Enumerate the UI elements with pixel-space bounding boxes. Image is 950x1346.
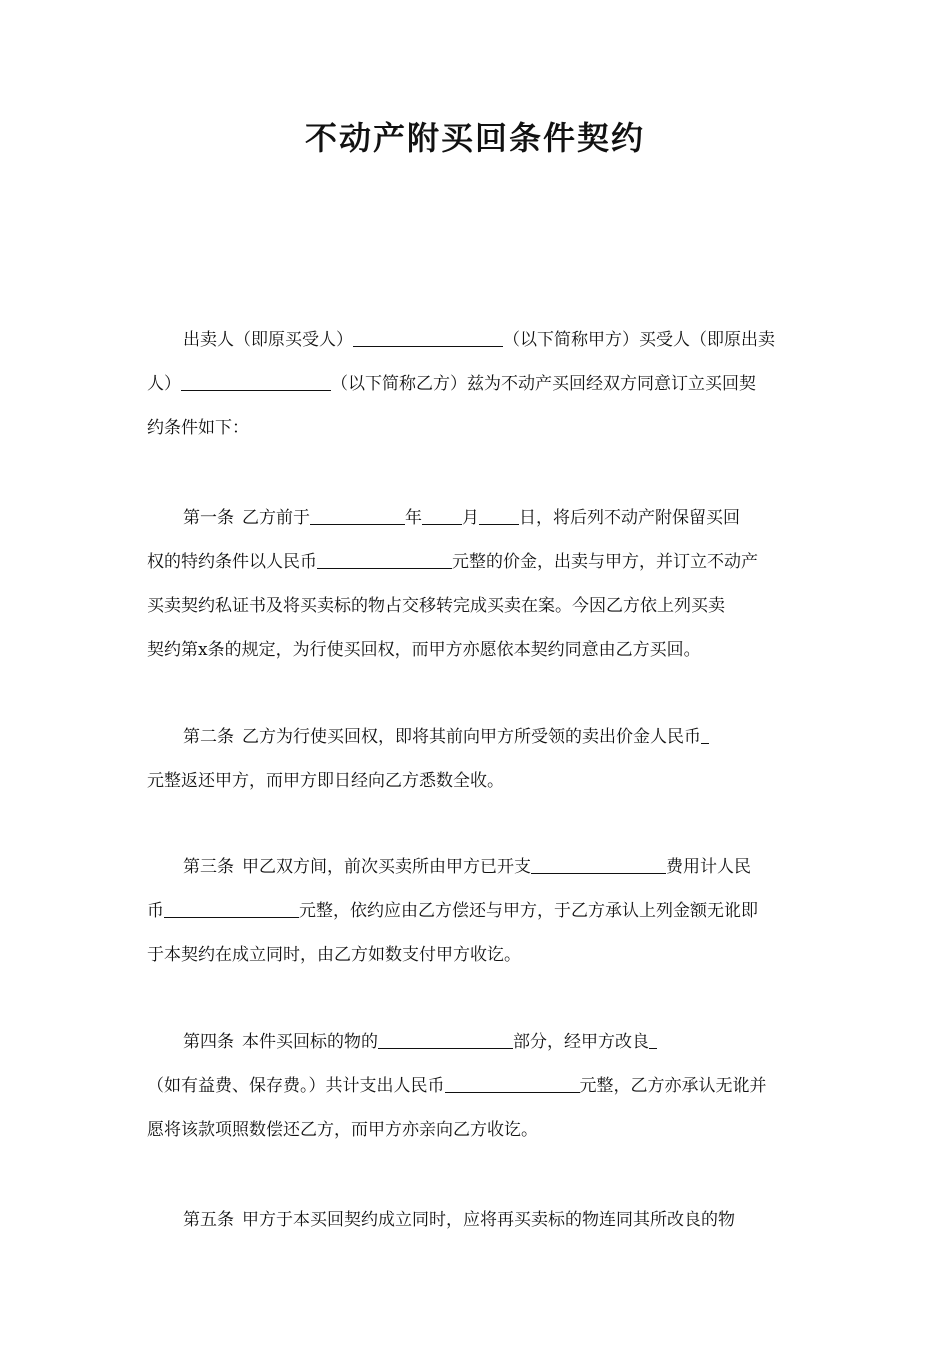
text-line	[147, 540, 807, 584]
article-text: 甲方于本买回契约成立同时，应将再买卖标的物连同其所改良的物	[242, 1210, 735, 1230]
text-line	[147, 845, 807, 889]
article-text: 部分，经甲方改良	[513, 1032, 649, 1052]
article-4	[147, 1020, 807, 1152]
article-text: 元整返还甲方，而甲方即日经向乙方悉数全收。	[147, 771, 504, 791]
price-blank[interactable]	[317, 548, 452, 569]
text-line	[147, 628, 807, 672]
day-blank[interactable]	[479, 504, 519, 525]
article-label: 第一条	[183, 508, 234, 528]
article-text: 契约第x条的规定，为行使买回权，而甲方亦愿依本契约同意由乙方买回。	[147, 640, 701, 660]
article-label: 第二条	[183, 727, 234, 747]
article-text: 币	[147, 901, 164, 921]
expense-amount-blank[interactable]	[164, 897, 299, 918]
text-line	[147, 362, 807, 406]
text-line	[147, 1020, 807, 1064]
article-3	[147, 845, 807, 977]
refund-amount-blank[interactable]	[701, 723, 709, 744]
article-5	[147, 1198, 807, 1242]
intro-paragraph	[147, 318, 807, 450]
article-1	[147, 496, 807, 672]
buyer-note: （以下简称乙方）兹为不动产买回经双方同意订立买回契	[331, 374, 756, 394]
month-blank[interactable]	[422, 504, 462, 525]
text-line	[147, 1108, 807, 1152]
article-text: 愿将该款项照数偿还乙方，而甲方亦亲向乙方收讫。	[147, 1120, 538, 1140]
text-line	[147, 406, 807, 450]
text-line	[147, 1198, 807, 1242]
article-text: 费用计人民	[666, 857, 751, 877]
buyer-label: 人）	[147, 374, 181, 394]
article-text: 权的特约条件以人民币	[147, 552, 317, 572]
buyer-name-blank[interactable]	[181, 370, 331, 391]
article-text: 元整，依约应由乙方偿还与甲方，于乙方承认上列金额无讹即	[299, 901, 758, 921]
seller-label: 出卖人（即原买受人）	[183, 330, 353, 350]
improvement-amount-blank[interactable]	[445, 1072, 580, 1093]
text-line	[147, 496, 807, 540]
text-line	[147, 584, 807, 628]
improved-part-blank[interactable]	[378, 1028, 513, 1049]
article-text: 甲乙双方间，前次买卖所由甲方已开支	[242, 857, 531, 877]
article-text: 本件买回标的物的	[242, 1032, 378, 1052]
text-line	[147, 933, 807, 977]
text-line	[147, 1064, 807, 1108]
article-text: 年	[405, 508, 422, 528]
text-line	[147, 715, 807, 759]
article-label: 第四条	[183, 1032, 234, 1052]
intro-ending: 约条件如下：	[147, 418, 249, 438]
article-2	[147, 715, 807, 803]
article-text: 乙方前于	[242, 508, 310, 528]
text-line	[147, 759, 807, 803]
article-text: （如有益费、保存费。）共计支出人民币	[147, 1076, 445, 1096]
article-text: 月	[462, 508, 479, 528]
article-text: 买卖契约私证书及将买卖标的物占交移转完成买卖在案。今因乙方依上列买卖	[147, 596, 725, 616]
article-label: 第三条	[183, 857, 234, 877]
article-label: 第五条	[183, 1210, 234, 1230]
text-line	[147, 318, 807, 362]
article-text: 于本契约在成立同时，由乙方如数支付甲方收讫。	[147, 945, 521, 965]
improvement-blank[interactable]	[649, 1028, 657, 1049]
seller-note: （以下简称甲方）买受人（即原出卖	[503, 330, 775, 350]
expense-item-blank[interactable]	[531, 853, 666, 874]
text-line	[147, 889, 807, 933]
article-text: 元整的价金，出卖与甲方，并订立不动产	[452, 552, 758, 572]
article-text: 乙方为行使买回权，即将其前向甲方所受领的卖出价金人民币	[242, 727, 701, 747]
article-text: 日，将后列不动产附保留买回	[519, 508, 740, 528]
year-blank[interactable]	[310, 504, 405, 525]
article-text: 元整，乙方亦承认无讹并	[579, 1076, 767, 1096]
document-title: 不动产附买回条件契约	[304, 119, 645, 157]
seller-name-blank[interactable]	[353, 326, 503, 347]
